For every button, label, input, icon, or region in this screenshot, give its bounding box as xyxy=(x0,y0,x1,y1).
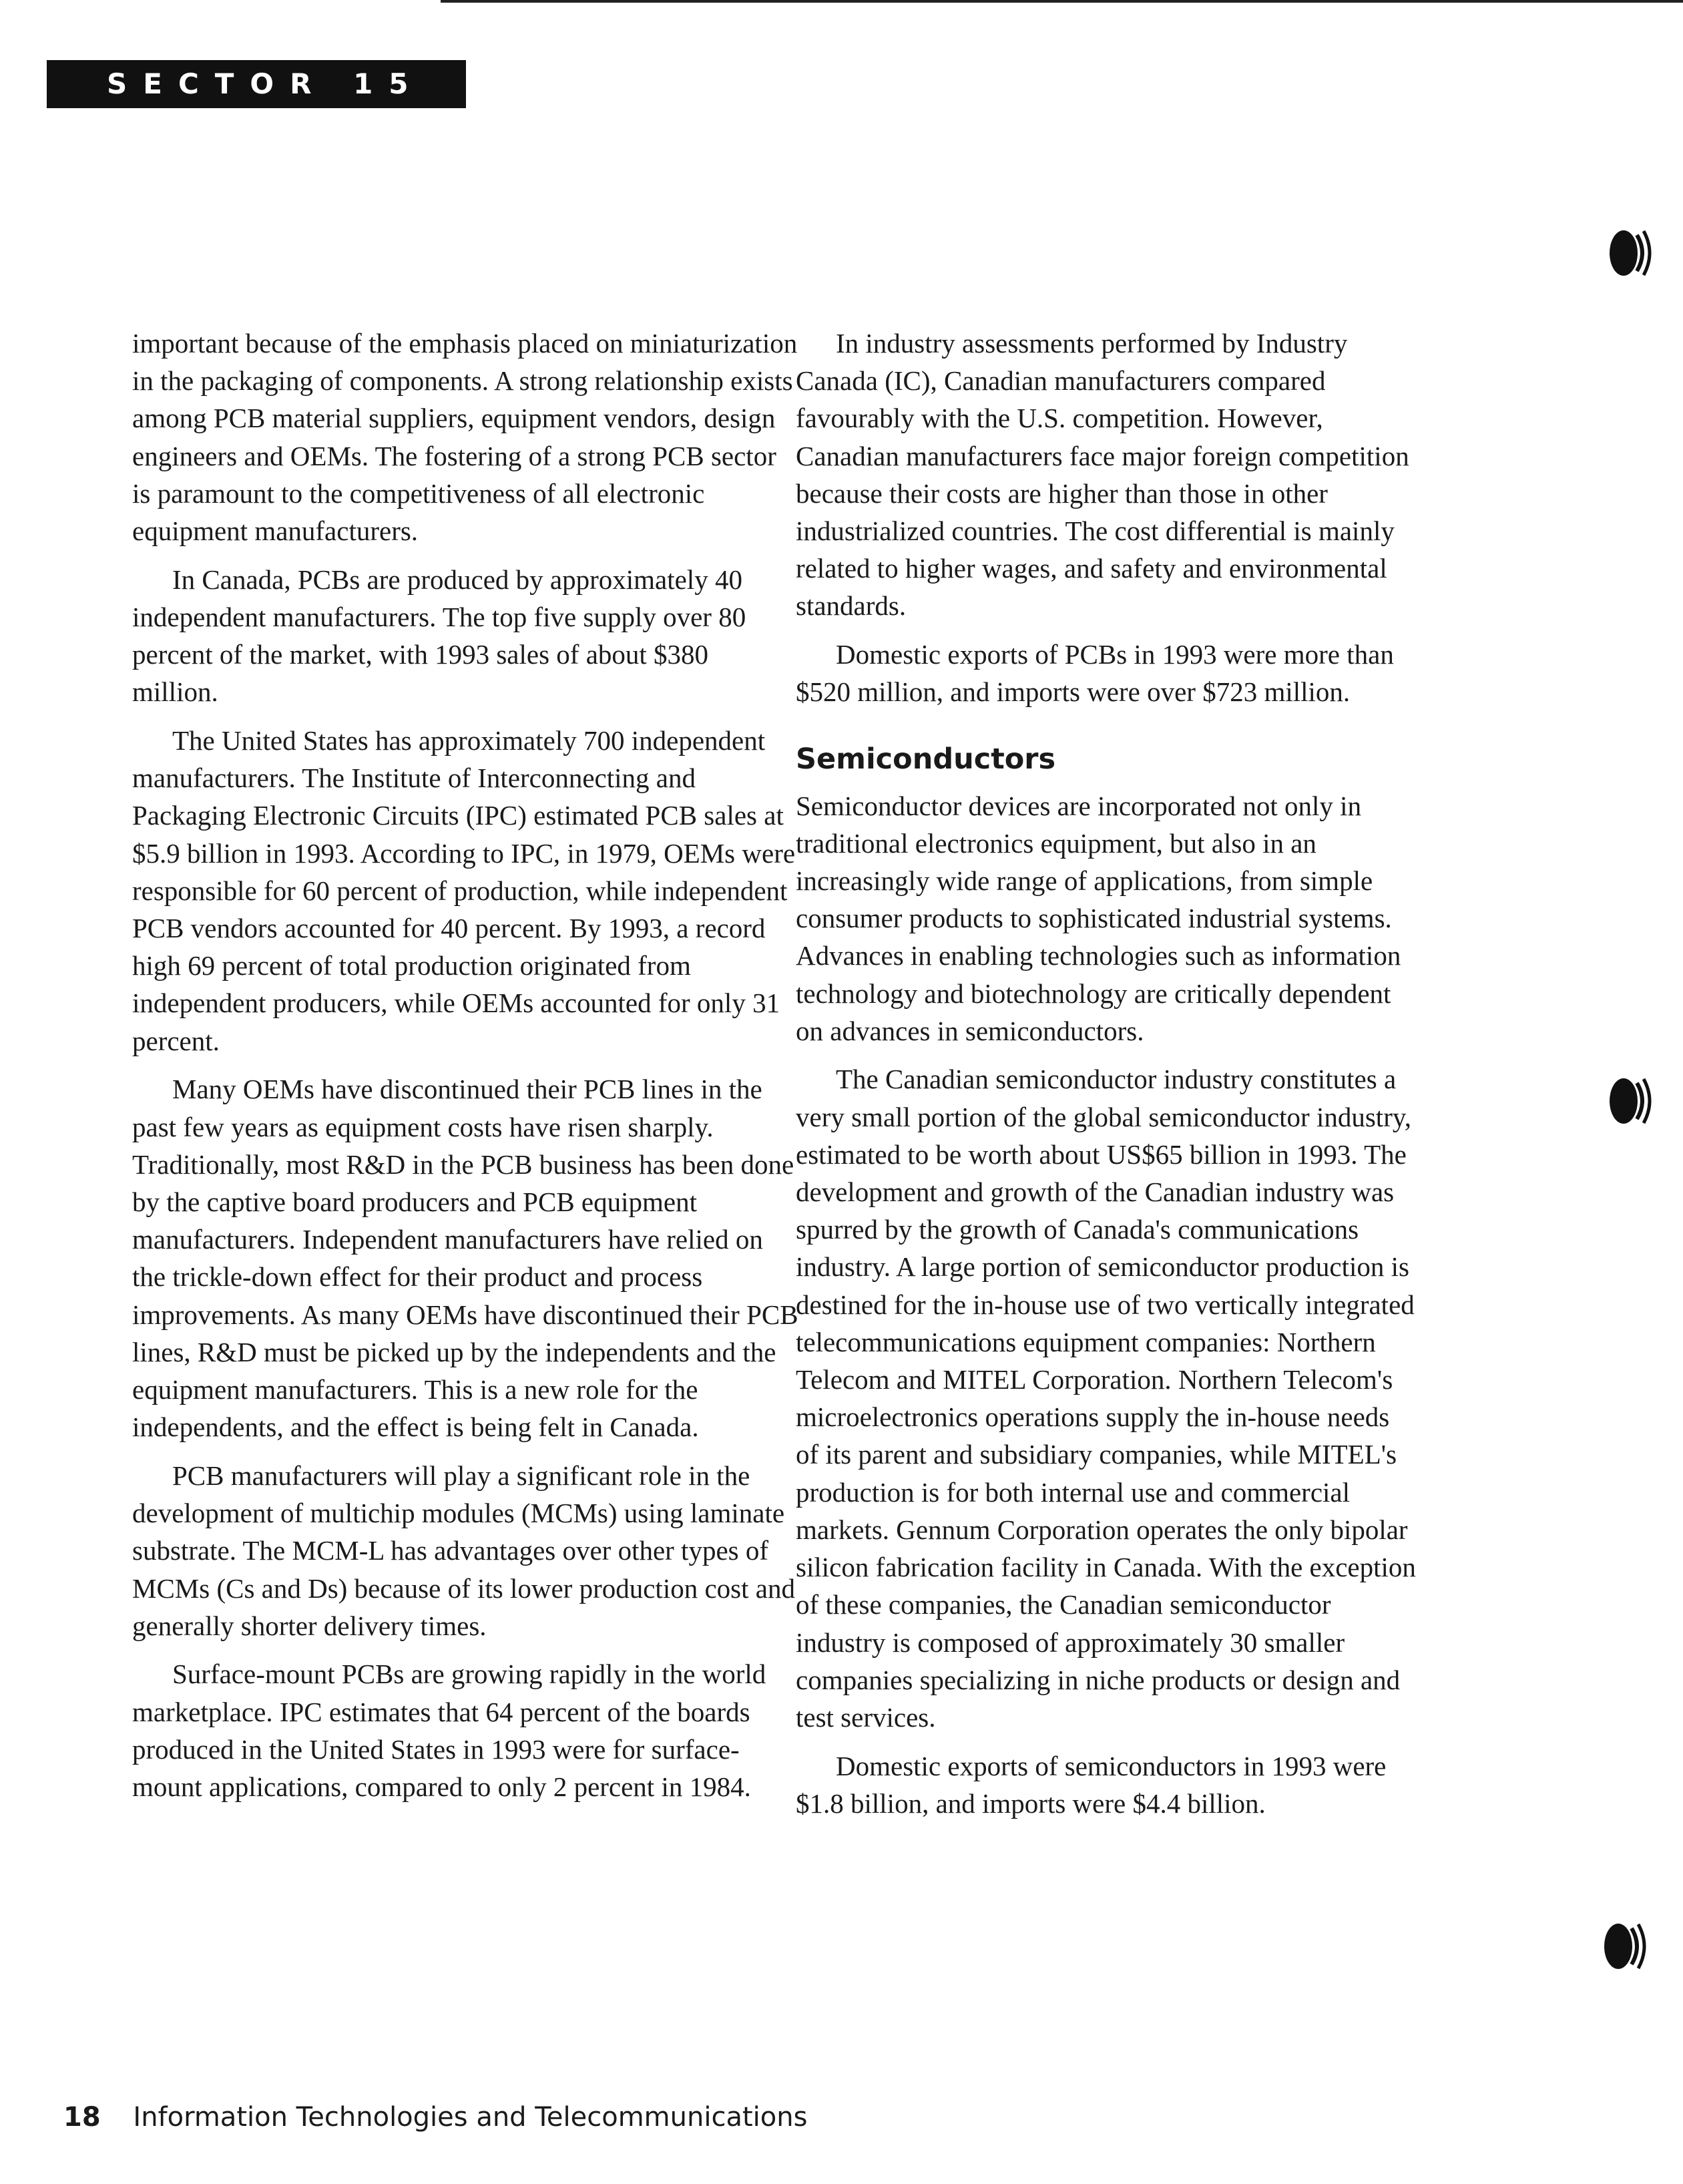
page-footer xyxy=(63,2102,807,2133)
signal-waves-icon xyxy=(1608,1071,1657,1131)
sector-tab: SECTOR 15 xyxy=(47,60,466,108)
body-paragraph: Domestic exports of PCBs in 1993 were more than $520 million, and imports were over $723 million. xyxy=(796,639,1394,708)
page-number: 18 xyxy=(63,2102,101,2133)
body-paragraph: important because of the emphasis placed on miniaturization in the packaging of components. A strong relationship exists among PCB material suppliers, equipment vendors, design engineers and OEMs. The fostering of a strong PCB sector is paramount to the competitiveness of all electronic equipment manufacturers. xyxy=(132,328,798,547)
signal-waves-icon xyxy=(1608,223,1657,283)
body-paragraph: PCB manufacturers will play a significant role in the development of multichip modules (MCMs) using laminate substrate. The MCM-L has advantages over other types of MCMs (Cs and Ds) because of its lower production cost and generally shorter delivery times. xyxy=(132,1460,795,1641)
section-heading: Semiconductors xyxy=(796,742,1056,776)
publication-title: Information Technologies and Telecommunications xyxy=(133,2102,808,2133)
signal-waves-icon xyxy=(1602,1916,1652,1976)
body-paragraph: Many OEMs have discontinued their PCB lines in the past few years as equipment costs have risen sharply. Traditionally, most R&D in the PCB business has been done by the captive board producers and PCB equipment manufacturers. Independent manufacturers have relied on the trickle-down effect for their product and process improvements. As many OEMs have discontinued their PCB lines, R&D must be picked up by the independents and the equipment manufacturers. This is a new role for the independents, and the effect is being felt in Canada. xyxy=(132,1074,798,1443)
body-paragraph: Surface-mount PCBs are growing rapidly in the world marketplace. IPC estimates that 64 percent of the boards produced in the United States in 1993 were for surface-mount applications, compared to only 2 percent in 1984. xyxy=(132,1659,766,1803)
top-rule xyxy=(441,0,1683,3)
body-paragraph: The United States has approximately 700 independent manufacturers. The Institute of Interconnecting and Packaging Electronic Circuits (IPC) estimated PCB sales at $5.9 billion in 1993. According to IPC, in 1979, OEMs were responsible for 60 percent of production, while independent PCB vendors accounted for 40 percent. By 1993, a record high 69 percent of total production originated from independent producers, while OEMs accounted for only 31 percent. xyxy=(132,725,796,1056)
body-paragraph: The Canadian semiconductor industry constitutes a very small portion of the global semiconductor industry, estimated to be worth about US$65 billion in 1993. The development and growth of the Canadian industry was spurred by the growth of Canada's communications industry. A large portion of semiconductor production is destined for the in-house use of two vertically integrated telecommunications equipment companies: Northern Telecom and MITEL Corporation. Northern Telecom's microelectronics operations supply the in-house needs of its parent and subsidiary companies, while MITEL's production is for both internal use and commercial markets. Gennum Corporation operates the only bipolar silicon fabrication facility in Canada. With the exception of these companies, the Canadian semiconductor industry is composed of approximately 30 smaller companies specializing in niche products or design and test services. xyxy=(796,1064,1416,1733)
body-paragraph: Domestic exports of semiconductors in 1993 were $1.8 billion, and imports were $4.4 billion. xyxy=(796,1750,1387,1819)
left-column xyxy=(132,324,800,1817)
body-paragraph: In industry assessments performed by Industry Canada (IC), Canadian manufacturers compared favourably with the U.S. competition. However, Canadian manufacturers face major foreign competition because their costs are higher than those in other industrialized countries. The cost differential is mainly related to higher wages, and safety and environmental standards. xyxy=(796,328,1409,622)
right-column xyxy=(796,324,1417,1833)
body-paragraph: In Canada, PCBs are produced by approximately 40 independent manufacturers. The top five supply over 80 percent of the market, with 1993 sales of about $380 million. xyxy=(132,564,746,708)
body-paragraph: Semiconductor devices are incorporated not only in traditional electronics equipment, but also in an increasingly wide range of applications, from simple consumer products to sophisticated industrial systems. Advances in enabling technologies such as information technology and biotechnology are critically dependent on advances in semiconductors. xyxy=(796,790,1401,1046)
